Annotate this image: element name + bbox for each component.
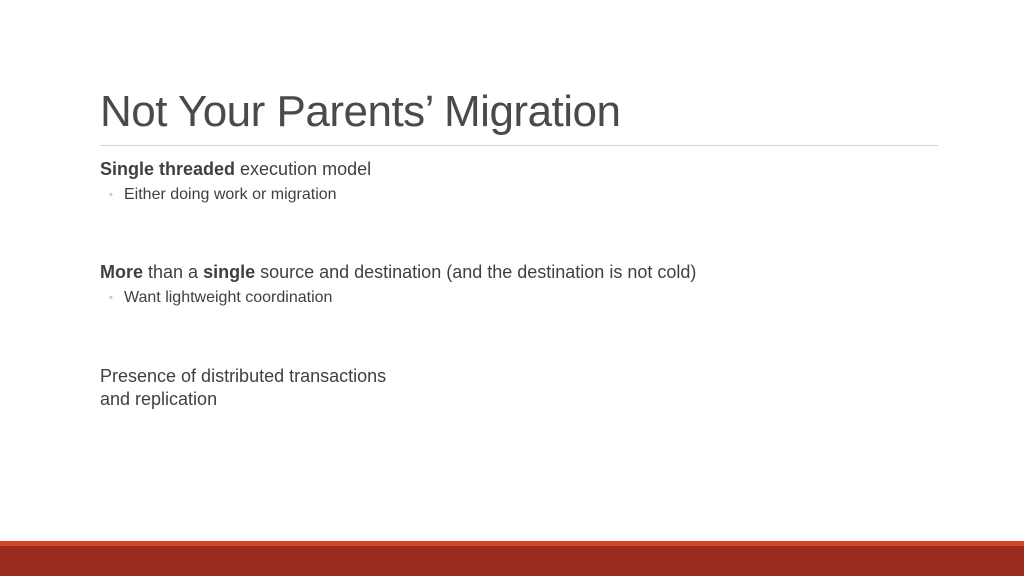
bullet-text-line: Presence of distributed transactions: [100, 366, 387, 386]
bullet-single-threaded: [100, 158, 940, 205]
sub-bullet-text: Either doing work or migration: [124, 186, 337, 203]
sub-bullet-circle-icon: ◦: [109, 189, 113, 201]
slide-title: Not Your Parents’ Migration: [100, 87, 621, 136]
plain-phrase: execution model: [235, 159, 372, 179]
bullet-text-line: and replication: [100, 389, 218, 409]
footer-bar: [0, 546, 1024, 576]
sub-bullet-circle-icon: ◦: [109, 292, 113, 304]
sub-bullet: [100, 185, 940, 205]
bold-phrase: single: [203, 262, 256, 282]
bold-phrase: Single threaded: [100, 159, 236, 179]
title-divider: [100, 145, 938, 146]
plain-phrase: source and destination (and the destination is not cold): [255, 262, 697, 282]
bullet-more-than-single: [100, 261, 940, 308]
sub-bullet-text: Want lightweight coordination: [124, 289, 333, 306]
bold-phrase: More: [100, 262, 144, 282]
plain-phrase: than a: [143, 262, 204, 282]
bullet-text: [100, 158, 940, 181]
bullet-text: [100, 261, 940, 284]
bullet-distributed-transactions: [100, 365, 940, 411]
sub-bullet: [100, 288, 940, 308]
